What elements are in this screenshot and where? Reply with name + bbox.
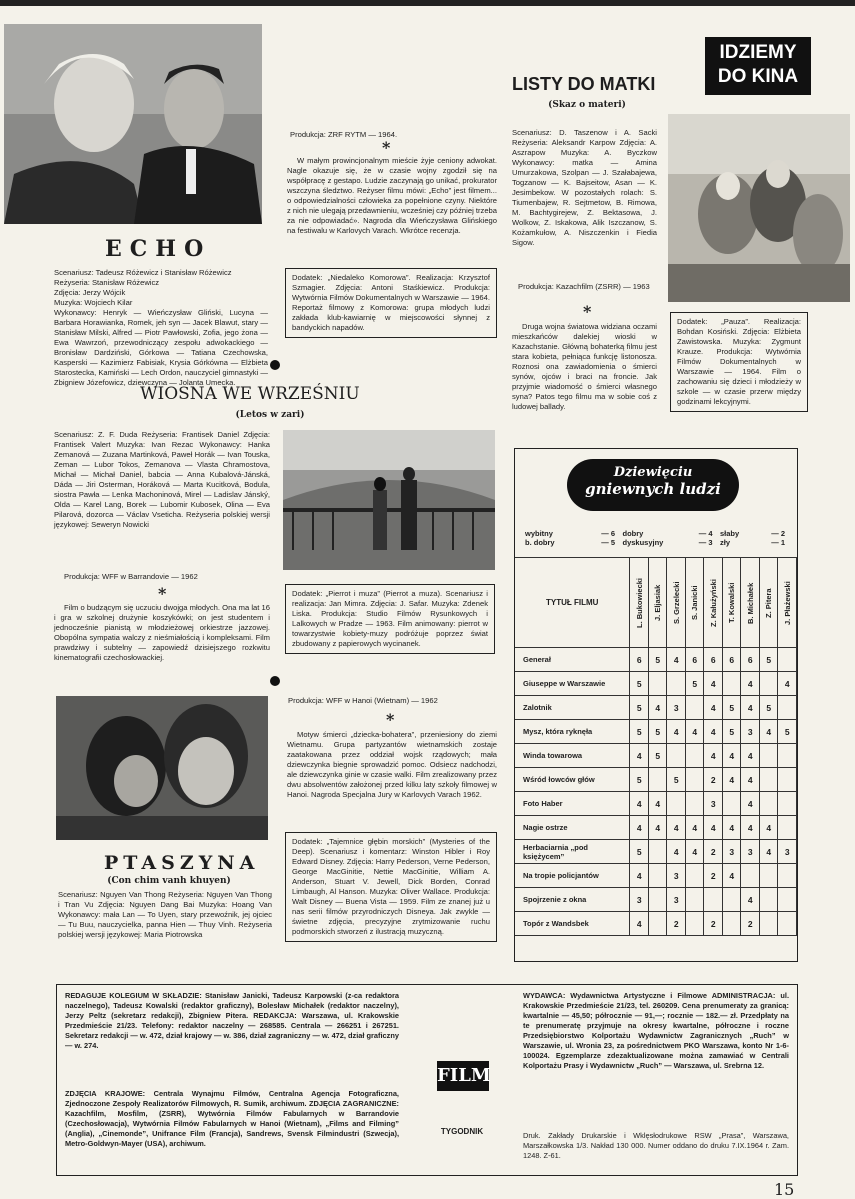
critic-header [778, 558, 797, 648]
score-cell: 4 [704, 744, 723, 768]
score-cell [778, 744, 797, 768]
score-cell [685, 864, 704, 888]
score-cell: 2 [667, 912, 686, 936]
score-cell: 2 [704, 768, 723, 792]
score-cell: 5 [630, 720, 649, 744]
legend-item: wybitny — 6 [525, 529, 615, 538]
listy-credits: Scenariusz: D. Taszenow i A. Sacki Reżyseria: Aleksandr Karpow Zdjęcia: A. Aszrapow Muzyka: A. Byczkow Wykonawcy: matka — Amina Umurzakowa, Szolpan — J. Szałabajewa, Togzanow — K. Bajseitow, Asan — K. Jesimbekow. W pozostałych rolach: S. Tiumenbajew, R. Sejtmetow, B. Rimowa, M. Bachtygirejew, Z. Bektasowa, J. Wolkow, Z. Iskakowa, Alik Iszczanow, S. Kożamkułow, A. Niszczenkin i Fiedia Sigow. [512, 128, 657, 247]
ptaszyna-description: Motyw śmierci „dziecka-bohatera”, przeniesiony do ziemi Wietnamu. Grupa partyzantów wietnamskich zostaje zaatakowana przez oddział wojsk rządowych; mała dziewczynka biegnie sprowadzić pomoc. Odsiecz nadchodzi, ale dziewczynka ginie w czasie walki. Film zrealizowany przez dwu absolwentów założonej przed kilku laty szkoły filmowej w Hanoi. Nagroda Specjalna Jury w Karlovych Varach 1962. [287, 730, 497, 799]
score-cell [704, 888, 723, 912]
star-separator: * [386, 710, 395, 729]
film-title: Foto Haber [515, 792, 630, 816]
score-cell: 4 [630, 912, 649, 936]
star-separator: * [158, 584, 167, 603]
rating-legend [525, 529, 785, 547]
table-row [515, 912, 797, 936]
colophon-print: Druk. Zakłady Drukarskie i Wklęsłodrukowe RSW „Prasa”, Warszawa, Marszałkowska 1/3. Nakład 130 000. Numer oddano do druku 7.IX.1964 r. Zam. 1248. Z-61. [523, 1131, 789, 1160]
film-title: Topór z Wandsbek [515, 912, 630, 936]
critic-name: J. Eljasiak [653, 584, 663, 621]
echo-description: W małym prowincjonalnym mieście żyje ceniony adwokat. Nagle okazuje się, że w czasie wojny zgodził się na współpracę z gestapo. Ludzie zaczynają go unikać, prokurator wszczyna śledztwo. Reżyser filmu mówi: „Echo” jest filmem... o odpowiedzialności człowieka za popełnione czyny. Niektóre z nich nie ulegają przedawnieniu, wcześniej czy później trzeba za nie odpowiadać». Nagroda dla Wieńczysława Glińskiego na festiwalu w Karlovych Varach. Wkrótce recenzja. [287, 156, 497, 235]
score-cell: 4 [704, 720, 723, 744]
star-separator: * [382, 138, 391, 157]
score-cell [685, 888, 704, 912]
legend-item: dyskusyjny — 3 [622, 538, 713, 547]
score-cell: 2 [741, 912, 760, 936]
echo-title: ECHO [105, 236, 212, 262]
critic-name: Z. Pitera [764, 587, 774, 618]
score-cell: 4 [685, 816, 704, 840]
score-cell: 5 [667, 768, 686, 792]
score-cell: 3 [667, 696, 686, 720]
critic-name: Z. Kałużyński [708, 578, 718, 627]
colophon [56, 984, 798, 1176]
critic-header [741, 558, 760, 648]
col-header-title: TYTUŁ FILMU [515, 558, 630, 648]
score-cell: 5 [630, 672, 649, 696]
colophon-photos: ZDJĘCIA KRAJOWE: Centrala Wynajmu Filmów, Centralna Agencja Fotograficzna, Zjednoczone Zespoły Realizatorów Filmowych, R. Sumik, archiwum. ZDJĘCIA ZAGRANICZNE: Kazachfilm, Mosfilm, (ZSRR), Wytwórnia Filmów Fabularnych w Barrandovie (Czechosłowacja), Wytwórnia Filmów Fabularnych w Hanoi (Wietnam), „Films and Filming” (Anglia), „Cinemonde”, Unifrance Film (Francja), Sandrews, Svensk Filmindustri (Szwecja), Metro-Goldwyn-Mayer (USA), archiwum. [65, 1089, 399, 1148]
score-cell: 4 [685, 720, 704, 744]
star-separator: * [583, 302, 592, 321]
table-row [515, 696, 797, 720]
score-cell: 4 [741, 792, 760, 816]
wiosna-title: WIOSNA WE WRZEŚNIU [140, 384, 360, 404]
rating-panel [514, 448, 798, 962]
score-cell: 4 [630, 864, 649, 888]
echo-credit-2: Reżyseria: Stanisław Różewicz [54, 278, 160, 287]
score-cell: 4 [667, 840, 686, 864]
score-cell: 5 [722, 720, 741, 744]
wiosna-photo [283, 430, 495, 570]
score-cell [648, 768, 667, 792]
score-cell [722, 912, 741, 936]
critic-header [667, 558, 686, 648]
table-row [515, 864, 797, 888]
table-row [515, 648, 797, 672]
film-title: Mysz, która ryknęła [515, 720, 630, 744]
ptaszyna-photo [56, 696, 268, 840]
listy-description: Druga wojna światowa widziana oczami mieszkańców dalekiej wioski w Kazachstanie. Główną bohaterką filmu jest stara kobieta, pełniąca funkcję listonosza. Roznosi ona zawiadomienia o śmierci synów, ojców i braci na froncie. Jak przyjmie wiadomość o śmierci własnego syna? Patos tego filmu ma w sobie coś z ludowej ballady. [512, 322, 657, 411]
bullet [270, 360, 280, 370]
echo-credit-3: Zdjęcia: Jerzy Wójcik [54, 288, 126, 297]
film-title: Nagie ostrze [515, 816, 630, 840]
score-cell [759, 792, 778, 816]
score-cell: 4 [667, 816, 686, 840]
legend-item: słaby — 2 [720, 529, 785, 538]
score-cell: 4 [741, 744, 760, 768]
ptaszyna-credits: Scenariusz: Nguyen Van Thong Reżyseria: Nguyen Van Thong i Tran Vu Zdjęcia: Nguyen Dang Bai Muzyka: Hoang Van Wykonawcy: mała Lan — To Uyen, stary przewoźnik, jej ojciec — Tu Buu, nauczycielka, panna Hien — Thuy Vinh. Reżyseria polskiej wersji językowej: Maria Piotrowska [58, 890, 272, 939]
score-cell [648, 864, 667, 888]
wiosna-subtitle: (Letos w zari) [235, 410, 305, 420]
film-title: Spojrzenie z okna [515, 888, 630, 912]
score-cell [759, 864, 778, 888]
score-cell: 3 [667, 864, 686, 888]
score-cell [648, 840, 667, 864]
score-cell: 4 [685, 840, 704, 864]
score-cell: 4 [722, 864, 741, 888]
score-cell: 5 [759, 648, 778, 672]
score-cell: 5 [722, 696, 741, 720]
score-cell [685, 696, 704, 720]
wiosna-addon-box: Dodatek: „Pierrot i muza” (Pierrot a muza). Scenariusz i realizacja: Jan Mimra. Zdjęcia: J. Safar. Muzyka: Zdenek Liska. Produkcja: Studio Filmów Rysunkowych i Lalkowych w Pradze — 1963. Film animowany: pierrot w towarzystwie kobiety-muzy podróżuje poprzez świat zbudowany z papierowych wycinanek. [285, 584, 495, 654]
film-logo-subtitle: TYGODNIK [440, 1127, 484, 1136]
critic-header [648, 558, 667, 648]
film-title: Herbaciarnia „pod księżycem” [515, 840, 630, 864]
score-cell [741, 864, 760, 888]
score-cell: 4 [667, 720, 686, 744]
badge-line-1: IDZIEMY [719, 42, 797, 63]
top-edge [0, 0, 855, 6]
score-cell: 4 [722, 816, 741, 840]
score-cell: 5 [648, 648, 667, 672]
score-cell: 4 [667, 648, 686, 672]
score-cell: 4 [630, 792, 649, 816]
table-row [515, 720, 797, 744]
score-cell: 4 [630, 744, 649, 768]
wiosna-description: Film o budzącym się uczuciu dwojga młodych. Ona ma lat 16 i gra w szkolnej drużynie koszykówki; on jest studentem i jednocześnie pianistą w młodzieżowej orkiestrze jazzowej. Obopólna sympatia walczy z nieśmiałością i kompleksami. Film prawdziwy i subtelny — zapowiedź dzisiejszego rozkwitu kinematografii czechosłowackiej. [54, 603, 270, 662]
score-cell [667, 672, 686, 696]
score-cell [648, 888, 667, 912]
film-title: Wśród łowców głów [515, 768, 630, 792]
score-cell: 4 [648, 816, 667, 840]
score-cell: 4 [759, 720, 778, 744]
critic-header [759, 558, 778, 648]
film-title: Giuseppe w Warszawie [515, 672, 630, 696]
score-cell [778, 648, 797, 672]
ptaszyna-subtitle: (Con chim vanh khuyen) [107, 876, 231, 886]
score-cell [685, 912, 704, 936]
score-cell: 6 [741, 648, 760, 672]
echo-credit-5: Wykonawcy: Henryk — Wieńczysław Gliński, Lucyna — Barbara Horawianka, Romek, jeh syn — Jacek Blawut, stary — Stanisław Milski, Alfred — Piotr Pawłowski, Zofia, jego żona — Ewa Wawrzoń, przewodniczący zespołu adwokackiego — Bronisław Dardziński, Górkowa — Tatiana Czechowska, Kasperski — Kazimierz Fabisiak, Krysia Górkówna — Elżbieta Starostecka, Kamiński — Lech Ordon, nauczyciel gimnastyki — Zbigniew Józefowicz, dziewczyna — Jolanta Umecka. [54, 308, 268, 387]
score-cell: 4 [722, 768, 741, 792]
score-cell: 5 [759, 696, 778, 720]
wiosna-produkcja: Produkcja: WFF w Barrandovie — 1962 [64, 572, 198, 581]
score-cell [778, 864, 797, 888]
score-cell [759, 888, 778, 912]
score-cell: 4 [741, 672, 760, 696]
score-cell: 3 [778, 840, 797, 864]
score-cell: 4 [648, 696, 667, 720]
table-row [515, 840, 797, 864]
page-number: 15 [774, 1180, 795, 1199]
score-cell: 4 [759, 816, 778, 840]
score-cell [759, 912, 778, 936]
echo-photo [4, 24, 262, 224]
critic-name: S. Grzelecki [671, 581, 681, 624]
score-cell: 4 [741, 816, 760, 840]
score-cell: 5 [630, 768, 649, 792]
score-cell [778, 912, 797, 936]
critic-header [704, 558, 723, 648]
score-cell [685, 744, 704, 768]
critic-name: J. Płażewski [782, 580, 792, 625]
echo-credits [54, 268, 268, 388]
film-title: Winda towarowa [515, 744, 630, 768]
score-cell: 5 [685, 672, 704, 696]
score-cell: 4 [741, 888, 760, 912]
score-cell [778, 792, 797, 816]
critic-name: T. Kowalski [727, 582, 737, 623]
badge-line-2: DO KINA [717, 66, 799, 87]
critic-header [722, 558, 741, 648]
critic-header [630, 558, 649, 648]
critic-name: L. Bukowiecki [634, 577, 644, 628]
colophon-editorial: REDAGUJE KOLEGIUM W SKŁADZIE: Stanisław Janicki, Tadeusz Karpowski (z-ca redaktora naczelnego), Tadeusz Kowalski (redaktor graficzny), Bolesław Michałek (redaktor naczelny), Jerzy Peltz (sekretarz redakcji), Zbigniew Pitera. REDAKCJA: Warszawa, ul. Krakowskie Przedmieście 21/23. Telefony: redaktor naczelny — 268585. Centrala — 266251 i 267251. Sekretarz redakcji — w. 472, dział krajowy — w. 386, dział zagraniczny — w. 472, dział graficzny — w. 274. [65, 991, 399, 1050]
score-cell [778, 768, 797, 792]
echo-credit-4: Muzyka: Wojciech Kilar [54, 298, 133, 307]
film-title: Zalotnik [515, 696, 630, 720]
score-cell: 2 [704, 912, 723, 936]
listy-subtitle: (Skaz o materi) [548, 100, 626, 110]
score-cell: 3 [667, 888, 686, 912]
wiosna-credits: Scenariusz: Z. F. Duda Reżyseria: Frantisek Daniel Zdjęcia: Frantisek Valert Muzyka: Ivan Rezac Wykonawcy: Hanka Zemanová — Zuzana Martinková, Paweł Horák — Ivan Touska, Zeman — Lubor Tokos, Zemanova — Vlasta Chramostova, Michał — Michał Daniel, babcia — Anna Kubalová-Jánská, Dáda — Jiri Osterman, Horáková — Marta Kucitková, Bodula, siostra Pawła — Lenka Machoninová, Mirel — Ladislav Jánský, Olda — Karel Lang, Borek — Lubomir Kubosek, Olina — Eva Pilarová, dozorca — Václav Vseticha. Reżyseria polskiej wersji językowej: Seweryn Nowicki [54, 430, 270, 529]
table-row [515, 792, 797, 816]
idziemy-do-kina-badge [705, 37, 811, 95]
listy-photo [668, 114, 850, 302]
score-cell: 6 [685, 648, 704, 672]
bullet [270, 676, 280, 686]
score-cell: 2 [704, 864, 723, 888]
score-cell [722, 672, 741, 696]
score-cell: 3 [741, 840, 760, 864]
score-cell: 5 [630, 696, 649, 720]
score-cell: 4 [648, 792, 667, 816]
film-title: Na tropie policjantów [515, 864, 630, 888]
score-cell: 4 [741, 768, 760, 792]
echo-addon-box: Dodatek: „Niedaleko Komorowa”. Realizacja: Krzysztof Szmagier. Zdjęcia: Antoni Staśkiewicz. Produkcja: Wytwórnia Filmów Dokumentalnych w Warszawie — 1964. Reportaż filmowy z Komorowa: grupa młodych ludzi zakłada klub-kawiarnię w miejscowości słynnej z bandyckich napadów. [285, 268, 497, 338]
listy-addon-box: Dodatek: „Pauza”. Realizacja: Bohdan Kosiński. Zdjęcia: Elżbieta Zawistowska. Muzyka: Zygmunt Krauze. Produkcja: Wytwórnia Filmów Dokumentalnych w Warszawie — 1964. Film o zachowaniu się dzieci i młodzieży w szkole — w czasie przerw między godzinami lekcyjnymi. [670, 312, 808, 412]
ptaszyna-title: PTASZYNA [104, 852, 260, 874]
score-cell: 3 [722, 840, 741, 864]
score-cell [722, 792, 741, 816]
film-logo: FILM [437, 1061, 489, 1091]
table-row [515, 816, 797, 840]
score-cell [648, 912, 667, 936]
echo-credit-1: Scenariusz: Tadeusz Różewicz i Stanisław Różewicz [54, 268, 232, 277]
score-cell: 4 [722, 744, 741, 768]
score-cell: 5 [778, 720, 797, 744]
score-cell: 5 [648, 744, 667, 768]
film-title: Generał [515, 648, 630, 672]
rating-title-line-1: Dziewięciu [613, 465, 693, 480]
ptaszyna-produkcja: Produkcja: WFF w Hanoi (Wietnam) — 1962 [288, 696, 438, 705]
score-cell [778, 816, 797, 840]
ptaszyna-addon-box: Dodatek: „Tajemnice głębin morskich” (Mysteries of the Deep). Scenariusz i komentarz: Winston Hibler i Roy Edward Disney. Zdjęcia: Harry Pederson, Verne Pederson, George MacGinitie, Nettie MacGinitie, William A. Anderson, Stuart V. Jewell, Dick Borden, Conrad Limbaugh, Al Hanson. Muzyka: Oliver Wallace. Produkcja: Walt Disney — Buena Vista — 1959. Film ze znanej już u nas serii filmów przyrodniczych Disneya. Jak zwykle — świetne zdjęcia, precyzyjne zrytmizowanie ruchu podmorskich stworzeń z ilustracją muzyczną. [285, 832, 497, 942]
score-cell: 6 [722, 648, 741, 672]
table-row [515, 768, 797, 792]
score-cell: 4 [630, 816, 649, 840]
legend-item: zły — 1 [720, 538, 785, 547]
score-cell: 6 [630, 648, 649, 672]
score-cell [722, 888, 741, 912]
score-cell [685, 768, 704, 792]
score-cell [759, 744, 778, 768]
rating-title-line-2: gniewnych ludzi [585, 480, 721, 498]
score-cell [648, 672, 667, 696]
score-cell: 6 [704, 648, 723, 672]
score-cell: 3 [741, 720, 760, 744]
score-cell: 3 [704, 792, 723, 816]
listy-produkcja: Produkcja: Kazachfilm (ZSRR) — 1963 [518, 282, 650, 291]
critic-name: B. Michałek [745, 581, 755, 624]
score-cell: 4 [741, 696, 760, 720]
rating-table [515, 557, 797, 936]
critic-name: S. Janicki [690, 585, 700, 620]
table-row [515, 744, 797, 768]
legend-item: b. dobry — 5 [525, 538, 615, 547]
table-row [515, 888, 797, 912]
echo-produkcja: Produkcja: ZRF RYTM — 1964. [290, 130, 398, 139]
score-cell: 4 [704, 672, 723, 696]
score-cell [667, 792, 686, 816]
score-cell: 5 [648, 720, 667, 744]
score-cell [778, 696, 797, 720]
score-cell: 2 [704, 840, 723, 864]
rating-table-wrap [515, 557, 797, 936]
rating-title-badge [567, 459, 739, 511]
score-cell [685, 792, 704, 816]
colophon-publisher: WYDAWCA: Wydawnictwa Artystyczne i Filmowe ADMINISTRACJA: ul. Krakowskie Przedmieście 21/23, tel. 260209. Cena prenumeraty za granicą: kwartalnie — 45,50; półrocznie — 91,—; rocznie — 182.— zł. Przedpłaty na te prenumeratę przyjmuje na okresy kwartalne, półroczne i roczne Przedsiębiorstwo Kolportażu Wydawnictw Zagranicznych „Ruch” w Warszawie, ul. Wronia 23, za pośrednictwem PKO Warszawa, konto Nr 1-6-100024. Egzemplarze zdezaktualizowane można zamawiać w Centrali Kolportażu Prasy i Wydawnictw „Ruch” — Warszawa, ul. Srebrna 12. [523, 991, 789, 1070]
critic-header [685, 558, 704, 648]
score-cell: 5 [630, 840, 649, 864]
score-cell: 4 [704, 696, 723, 720]
score-cell [759, 672, 778, 696]
legend-item: dobry — 4 [622, 529, 713, 538]
table-row [515, 672, 797, 696]
listy-title: LISTY DO MATKI [512, 74, 656, 94]
score-cell: 4 [704, 816, 723, 840]
score-cell [759, 768, 778, 792]
score-cell: 3 [630, 888, 649, 912]
score-cell: 4 [778, 672, 797, 696]
score-cell [667, 744, 686, 768]
score-cell: 4 [759, 840, 778, 864]
score-cell [778, 888, 797, 912]
